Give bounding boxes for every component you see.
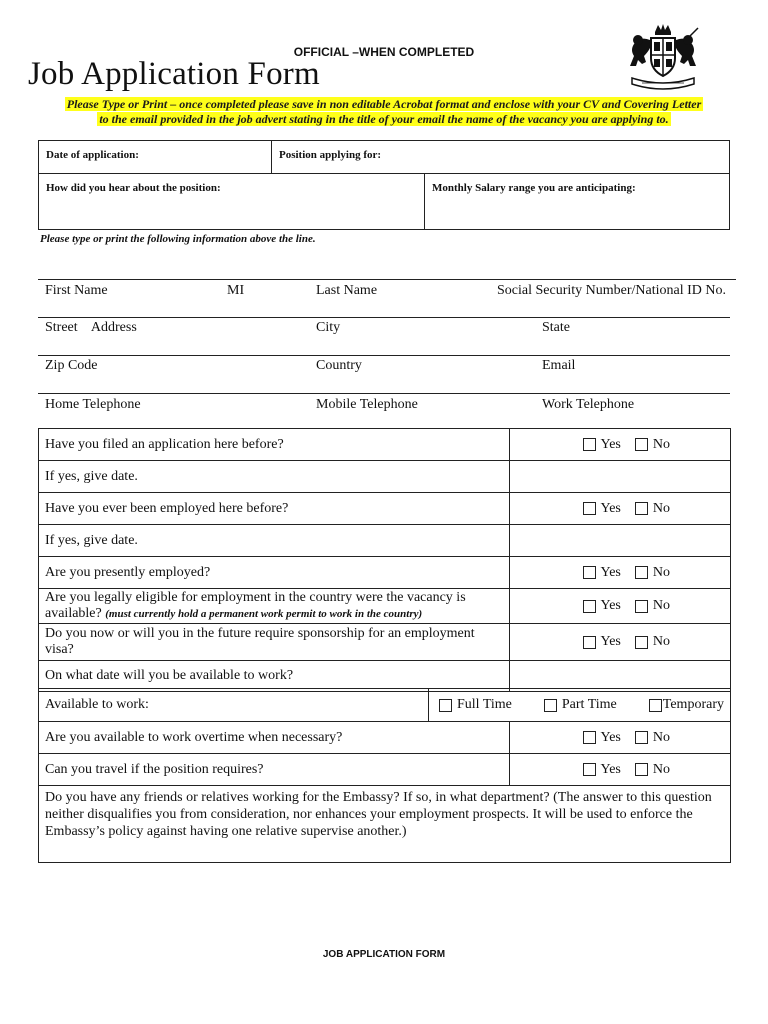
employed-before-yes[interactable] bbox=[583, 501, 621, 517]
how-did-you-hear-label: How did you hear about the position: bbox=[46, 182, 221, 194]
checkbox[interactable] bbox=[583, 763, 596, 776]
country-label: Country bbox=[316, 358, 362, 373]
type-or-print-note: Please type or print the following information above the line. bbox=[40, 233, 316, 245]
table-row bbox=[39, 722, 731, 754]
table-row bbox=[39, 557, 731, 589]
street-address-label: Street Address bbox=[45, 320, 137, 335]
filed-before-date-field[interactable] bbox=[510, 461, 731, 493]
legally-eligible-text-1: Are you legally eligible for employment in the country were the vacancy is bbox=[45, 590, 466, 605]
filed-before-yes[interactable] bbox=[583, 437, 621, 453]
employed-before-date-field[interactable] bbox=[510, 525, 731, 557]
table-row bbox=[39, 689, 731, 722]
no-label: No bbox=[652, 598, 670, 613]
overtime-no[interactable] bbox=[635, 730, 670, 746]
filed-before-date-question: If yes, give date. bbox=[39, 461, 510, 493]
checkbox[interactable] bbox=[635, 763, 648, 776]
checkbox[interactable] bbox=[583, 502, 596, 515]
checkbox[interactable] bbox=[635, 636, 648, 649]
travel-no[interactable] bbox=[635, 762, 670, 778]
available-date-field[interactable] bbox=[510, 661, 731, 692]
travel-question: Can you travel if the position requires? bbox=[39, 754, 510, 786]
no-label: No bbox=[652, 436, 670, 452]
checkbox[interactable] bbox=[649, 699, 662, 712]
line-zip[interactable] bbox=[38, 355, 730, 356]
state-label: State bbox=[542, 320, 570, 335]
yes-label: Yes bbox=[600, 598, 621, 613]
date-of-application-field[interactable] bbox=[39, 141, 272, 174]
full-time-option[interactable] bbox=[439, 697, 512, 713]
legally-eligible-answer bbox=[510, 589, 731, 624]
temporary-label: Temporary bbox=[662, 697, 724, 712]
city-label: City bbox=[316, 320, 341, 335]
questions-table-lower bbox=[38, 721, 731, 863]
relatives-question-field[interactable] bbox=[39, 786, 731, 863]
employed-before-date-question: If yes, give date. bbox=[39, 525, 510, 557]
checkbox[interactable] bbox=[635, 438, 648, 451]
questions-table bbox=[38, 428, 731, 692]
overtime-question: Are you available to work overtime when necessary? bbox=[39, 722, 510, 754]
checkbox[interactable] bbox=[583, 438, 596, 451]
table-row bbox=[39, 429, 731, 461]
royal-coat-of-arms-icon bbox=[622, 22, 704, 92]
position-applying-for-field[interactable] bbox=[272, 141, 729, 174]
presently-employed-no[interactable] bbox=[635, 565, 670, 581]
first-name-label: First Name bbox=[45, 283, 108, 298]
employed-before-question: Have you ever been employed here before? bbox=[39, 493, 510, 525]
checkbox[interactable] bbox=[583, 636, 596, 649]
position-applying-for-label: Position applying for: bbox=[279, 149, 382, 161]
yes-label: Yes bbox=[600, 729, 621, 745]
travel-yes[interactable] bbox=[583, 762, 621, 778]
middle-initial-label: MI bbox=[227, 283, 245, 298]
salary-range-field[interactable] bbox=[425, 174, 729, 229]
salary-range-label: Monthly Salary range you are anticipating: bbox=[432, 182, 636, 194]
sponsorship-question: Do you now or will you in the future require sponsorship for an employment visa? bbox=[39, 624, 510, 661]
how-did-you-hear-field[interactable] bbox=[39, 174, 425, 229]
mobile-telephone-label: Mobile Telephone bbox=[316, 397, 418, 412]
table-row bbox=[39, 661, 731, 692]
yes-label: Yes bbox=[600, 761, 621, 777]
table-row bbox=[39, 786, 731, 863]
yes-label: Yes bbox=[600, 500, 621, 516]
line-address[interactable] bbox=[38, 317, 730, 318]
yes-label: Yes bbox=[600, 634, 621, 649]
available-to-work-answer bbox=[429, 689, 731, 722]
checkbox[interactable] bbox=[635, 600, 648, 613]
checkbox[interactable] bbox=[583, 600, 596, 613]
national-id-label: Social Security Number/National ID No. bbox=[497, 283, 727, 298]
no-label: No bbox=[652, 761, 670, 777]
presently-employed-yes[interactable] bbox=[583, 565, 621, 581]
checkbox[interactable] bbox=[583, 566, 596, 579]
work-permit-note: (must currently hold a permanent work permit to work in the country) bbox=[105, 608, 423, 620]
checkbox[interactable] bbox=[635, 731, 648, 744]
no-label: No bbox=[652, 634, 670, 649]
checkbox[interactable] bbox=[583, 731, 596, 744]
legally-eligible-question bbox=[39, 589, 510, 624]
table-row bbox=[39, 589, 731, 624]
relatives-question: Do you have any friends or relatives working for the Embassy? If so, in what department? (The answer to this question neither disqualifies you from consideration, nor enhances your employment prospects. It will be used to enforce the Embassy’s policy against having one relative supervise another.) bbox=[45, 790, 712, 839]
available-date-question: On what date will you be available to work? bbox=[39, 661, 510, 692]
date-of-application-label: Date of application: bbox=[46, 149, 139, 161]
legally-eligible-no[interactable] bbox=[635, 598, 670, 614]
no-label: No bbox=[652, 564, 670, 580]
last-name-label: Last Name bbox=[316, 283, 378, 298]
footer-title: JOB APPLICATION FORM bbox=[322, 949, 446, 960]
sponsorship-answer bbox=[510, 624, 731, 661]
zip-code-label: Zip Code bbox=[45, 358, 98, 373]
travel-answer bbox=[510, 754, 731, 786]
employed-before-no[interactable] bbox=[635, 501, 670, 517]
home-telephone-label: Home Telephone bbox=[45, 397, 141, 412]
application-details-box bbox=[38, 140, 730, 230]
checkbox[interactable] bbox=[439, 699, 452, 712]
checkbox[interactable] bbox=[544, 699, 557, 712]
temporary-option[interactable] bbox=[649, 697, 724, 713]
checkbox[interactable] bbox=[635, 502, 648, 515]
filed-before-answer bbox=[510, 429, 731, 461]
table-row bbox=[39, 754, 731, 786]
part-time-option[interactable] bbox=[544, 697, 617, 713]
legally-eligible-yes[interactable] bbox=[583, 598, 621, 614]
employed-before-answer bbox=[510, 493, 731, 525]
presently-employed-answer bbox=[510, 557, 731, 589]
line-telephone[interactable] bbox=[38, 393, 730, 394]
instructions-line-2: to the email provided in the job advert stating in the title of your email the name of the vacancy you are applying to. bbox=[99, 112, 669, 126]
no-label: No bbox=[652, 500, 670, 516]
table-row bbox=[39, 624, 731, 661]
table-row bbox=[39, 461, 731, 493]
filed-before-no[interactable] bbox=[635, 437, 670, 453]
full-time-label: Full Time bbox=[457, 697, 512, 712]
instructions-line-1: Please Type or Print – once completed please save in non editable Acrobat format and enclose with your CV and Covering Letter bbox=[66, 97, 702, 111]
sponsorship-no[interactable] bbox=[635, 634, 670, 650]
table-row bbox=[39, 525, 731, 557]
no-label: No bbox=[652, 729, 670, 745]
yes-label: Yes bbox=[600, 436, 621, 452]
email-label: Email bbox=[542, 358, 576, 373]
filed-before-question: Have you filed an application here before? bbox=[39, 429, 510, 461]
line-name[interactable] bbox=[38, 279, 736, 280]
page-title: Job Application Form bbox=[28, 56, 320, 92]
overtime-yes[interactable] bbox=[583, 730, 621, 746]
presently-employed-question: Are you presently employed? bbox=[39, 557, 510, 589]
yes-label: Yes bbox=[600, 564, 621, 580]
instructions bbox=[40, 97, 728, 127]
availability-table bbox=[38, 688, 731, 722]
overtime-answer bbox=[510, 722, 731, 754]
table-row bbox=[39, 493, 731, 525]
official-marking: OFFICIAL –WHEN COMPLETED bbox=[293, 45, 475, 59]
sponsorship-yes[interactable] bbox=[583, 634, 621, 650]
legally-eligible-text-2: available? bbox=[45, 606, 102, 621]
part-time-label: Part Time bbox=[561, 697, 617, 712]
work-telephone-label: Work Telephone bbox=[542, 397, 635, 412]
available-to-work-question: Available to work: bbox=[39, 689, 429, 722]
checkbox[interactable] bbox=[635, 566, 648, 579]
